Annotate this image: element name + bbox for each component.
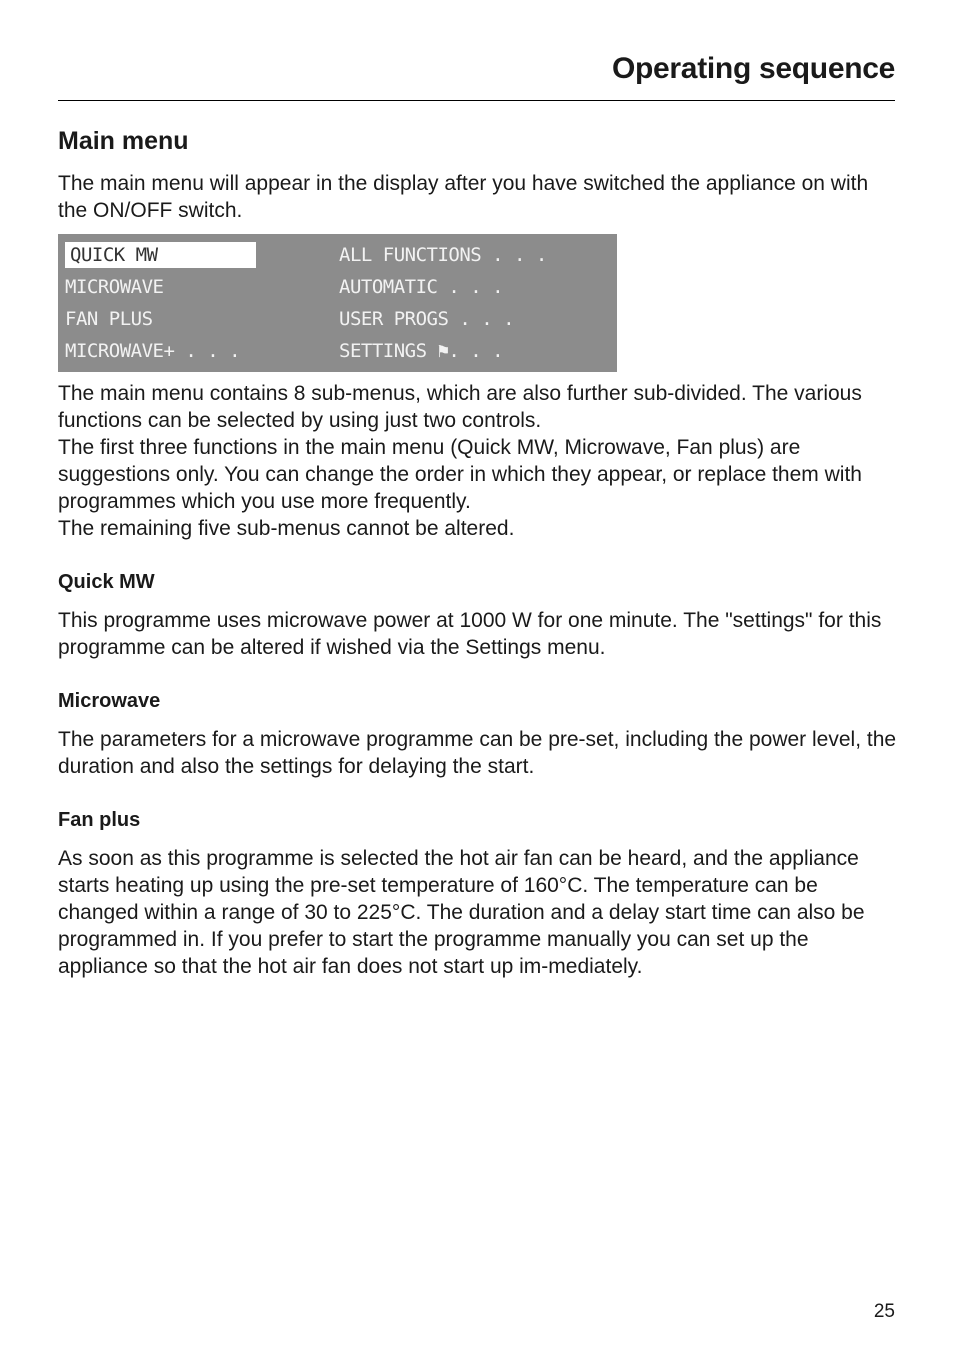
main-menu-paragraph: The main menu contains 8 sub-menus, which are also further sub-divided. The various functions can be selected by using just two controls. (58, 382, 862, 432)
display-item-all-functions[interactable]: ALL FUNCTIONS . . . (339, 244, 547, 266)
page-number: 25 (873, 1301, 895, 1322)
display-screen (58, 234, 617, 372)
main-menu-paragraph: The remaining five sub-menus cannot be altered. (58, 517, 515, 540)
display-item-microwave[interactable]: MICROWAVE (65, 276, 164, 298)
display-item-quick-mw[interactable]: QUICK MW (65, 242, 256, 268)
main-menu-paragraph: The first three functions in the main menu (Quick MW, Microwave, Fan plus) are suggestions only. You can change the order in which they appear, or replace them with programmes which you use more frequently. (58, 436, 862, 513)
section-heading-fan-plus: Fan plus (58, 809, 141, 831)
display-item-microwave-plus[interactable]: MICROWAVE+ . . . (65, 340, 241, 362)
display-item-settings[interactable]: SETTINGS ⚑. . . (339, 340, 504, 362)
section-heading-microwave: Microwave (58, 690, 161, 712)
section-text-microwave: The parameters for a microwave programme can be pre-set, including the power level, the duration and also the settings for delaying the start. (58, 728, 897, 778)
section-text-quick-mw: This programme uses microwave power at 1000 W for one minute. The "settings" for this programme can be altered if wished via the Settings menu. (58, 609, 882, 659)
section-heading-quick-mw: Quick MW (58, 571, 155, 593)
section-text-fan-plus: As soon as this programme is selected the hot air fan can be heard, and the appliance starts heating up using the pre-set temperature of 160°C. The temperature can be changed within a range of 30 to 225°C. The duration and a delay start time can also be programmed in. If you prefer to start the programme manually you can set up the appliance so that the hot air fan does not start up im-mediately. (58, 847, 865, 978)
main-menu-intro: The main menu will appear in the display after you have switched the appliance on with the ON/OFF switch. (58, 172, 869, 222)
display-item-automatic[interactable]: AUTOMATIC . . . (339, 276, 504, 298)
main-menu-heading: Main menu (58, 127, 189, 155)
page-content (58, 126, 898, 980)
display-item-fan-plus[interactable]: FAN PLUS (65, 308, 153, 330)
page-title: Operating sequence (611, 52, 895, 85)
display-item-user-progs[interactable]: USER PROGS . . . (339, 308, 515, 330)
header-divider (58, 100, 895, 101)
